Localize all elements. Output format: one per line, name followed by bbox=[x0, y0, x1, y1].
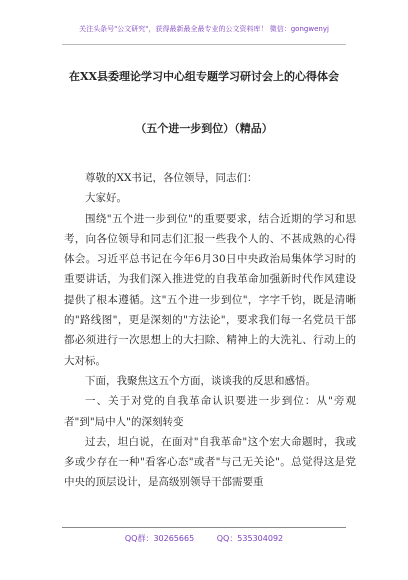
document-subtitle: （五个进一步到位）（精品） bbox=[135, 122, 273, 135]
page-header: 关注头条号"公文研究"，获得最新最全最专业的公文资料库！ 微信：gongwenyj bbox=[79, 25, 329, 33]
section-heading: 一、关于对党的自我革命认识要进一步到位：从"旁观者"到"局中人"的深刻转变 bbox=[64, 395, 356, 428]
header-divider bbox=[62, 44, 346, 45]
footer-divider bbox=[62, 527, 346, 528]
body-paragraph: 过去，坦白说，在面对"自我革命"这个宏大命题时，我或多或少存在一种"看客心态"或者"与己无关论"。总觉得这是党中央的顶层设计，是高级别领导干部需要重 bbox=[64, 435, 356, 489]
greeting: 大家好。 bbox=[85, 192, 127, 205]
salutation: 尊敬的XX书记，各位领导，同志们： bbox=[85, 172, 258, 184]
footer-qq-group: QQ群：30265665 bbox=[124, 534, 195, 543]
document-title: 在XX县委理论学习中心组专题学习研讨会上的心得体会 bbox=[68, 70, 340, 83]
document-body bbox=[64, 168, 356, 493]
body-paragraph: 下面，我聚焦这五个方面，谈谈我的反思和感悟。 bbox=[85, 374, 316, 387]
page-footer bbox=[0, 533, 408, 544]
footer-qq: QQ：535304092 bbox=[216, 534, 284, 543]
body-paragraph: 围绕"五个进一步到位"的重要要求，结合近期的学习和思考，向各位领导和同志们汇报一些我个人的、不甚成熟的心得体会。习近平总书记在今年6月30日中央政治局集体学习时的重要讲话，为我们深入推进党的自我革命加强新时代作风建设提供了根本遵循。这"五个进一步到位"，字字千钧，既是清晰的"路线图"，更是深刻的"方法论"，要求我们每一名党员干部都必须进行一次思想上的大扫除、精神上的大洗礼、行动上的大对标。 bbox=[64, 212, 356, 367]
